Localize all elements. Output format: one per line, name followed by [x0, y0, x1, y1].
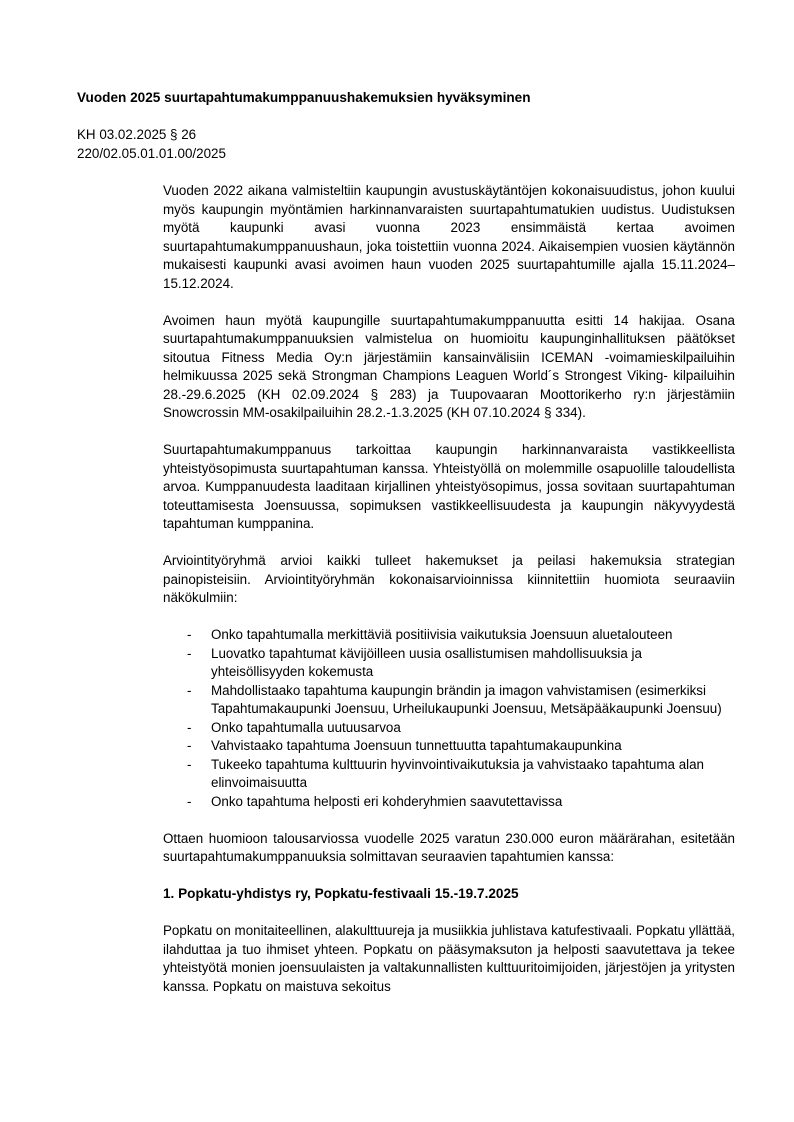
section-heading-popkatu: 1. Popkatu-yhdistys ry, Popkatu-festivaali 15.-19.7.2025	[163, 886, 519, 901]
meeting-reference: KH 03.02.2025 § 26	[77, 127, 197, 142]
document-meta	[77, 126, 226, 163]
list-dash: -	[187, 793, 192, 809]
list-item-text: Luovatko tapahtumat kävijöilleen uusia osallistumisen mahdollisuuksia ja yhteisöllisyyden kokemusta	[211, 645, 642, 679]
list-item	[163, 682, 735, 719]
list-item	[163, 737, 735, 756]
list-item	[163, 645, 735, 682]
list-item-text: Vahvistaako tapahtuma Joensuun tunnettuutta tapahtumakaupunkina	[211, 738, 622, 753]
list-item-text: Tukeeko tapahtuma kulttuurin hyvinvointivaikutuksia ja vahvistaako tapahtuma alan elinvoimaisuutta	[211, 756, 705, 790]
paragraph-partnership-definition: Suurtapahtumakumppanuus tarkoittaa kaupungin harkinnanvaraista vastikkeellista yhteistyösopimusta suurtapahtuman kanssa. Yhteistyöllä on molemmille osapuolille taloudellista arvoa. Kumppanuudesta laaditaan kirjallinen yhteistyösopimus, jossa sovitaan suurtapahtuman toteuttamisesta Joensuussa, sopimuksen vastikkeellisuudesta ja kaupungin näkyvyydestä tapahtuman kumppanina.	[163, 442, 735, 531]
list-item	[163, 793, 735, 812]
paragraph-popkatu-description: Popkatu on monitaiteellinen, alakulttuureja ja musiikkia juhlistava katufestivaali. Popkatu yllättää, ilahduttaa ja tuo ihmiset yhteen. Popkatu on pääsymaksuton ja helposti saavutettava ja tekee yhteistyötä monien joensuulaisten ja valtakunnallisten kulttuuritoimijoiden, järjestöjen ja yritysten kanssa. Popkatu on maistuva sekoitus	[163, 923, 735, 994]
case-number: 220/02.05.01.01.00/2025	[77, 145, 226, 161]
list-item	[163, 626, 735, 645]
document-body	[163, 182, 735, 1015]
paragraph-background: Vuoden 2022 aikana valmisteltiin kaupungin avustuskäytäntöjen kokonaisuudistus, johon kuului myös kaupungin myöntämien harkinnanvaraisten suurtapahtumatukien uudistus. Uudistuksen myötä kaupunki avasi vuonna 2023 ensimmäistä kertaa avoimen suurtapahtumakumppanuushaun, joka toistettiin vuonna 2024. Aikaisempien vuosien käytännön mukaisesti kaupunki avasi avoimen haun vuoden 2025 suurtapahtumille ajalla 15.11.2024–15.12.2024.	[163, 183, 735, 291]
list-item-text: Onko tapahtuma helposti eri kohderyhmien saavutettavissa	[211, 793, 563, 809]
list-item	[163, 719, 735, 738]
list-dash: -	[187, 627, 192, 642]
evaluation-criteria-list	[163, 626, 735, 811]
list-item	[163, 756, 735, 793]
paragraph-evaluation-intro: Arviointityöryhmä arvioi kaikki tulleet hakemukset ja peilasi hakemuksia strategian painopisteisiin. Arviointityöryhmän kokonaisarvioinnissa kiinnitettiin huomiota seuraaviin näkökulmiin:	[163, 553, 735, 605]
list-dash: -	[187, 682, 192, 698]
paragraph-applicants: Avoimen haun myötä kaupungille suurtapahtumakumppanuutta esitti 14 hakijaa. Osana suurtapahtumakumppanuuksien valmistelua on huomioitu kaupunginhallituksen päätökset sitoutua Fitness Media Oy:n järjestämiin kansainvälisiin ICEMAN -voimamieskilpailuihin helmikuussa 2025 sekä Strongman Champions Leaguen World´s Strongest Viking- kilpailuihin 28.-29.6.2025 (KH 02.09.2024 § 283) ja Tuupovaaran Moottorikerho ry:n järjestämiin Snowcrossin MM-osakilpailuihin 28.2.-1.3.2025 (KH 07.10.2024 § 334).	[163, 312, 735, 420]
list-item-text: Onko tapahtumalla merkittäviä positiivisia vaikutuksia Joensuun aluetalouteen	[211, 627, 673, 642]
document-title: Vuoden 2025 suurtapahtumakumppanuushakemuksien hyväksyminen	[77, 90, 531, 105]
list-dash: -	[187, 719, 192, 735]
list-item-text: Onko tapahtumalla uutuusarvoa	[211, 719, 401, 735]
list-dash: -	[187, 645, 192, 661]
list-dash: -	[187, 738, 192, 753]
list-dash: -	[187, 756, 192, 772]
list-item-text: Mahdollistaako tapahtuma kaupungin brändin ja imagon vahvistamisen (esimerkiksi Tapahtumakaupunki Joensuu, Urheilukaupunki Joensuu, Metsäpääkaupunki Joensuu)	[211, 682, 722, 716]
paragraph-budget-proposal: Ottaen huomioon talousarviossa vuodelle 2025 varatun 230.000 euron määrärahan, esitetään suurtapahtumakumppanuuksia solmittavan seuraavien tapahtumien kanssa:	[163, 830, 735, 864]
